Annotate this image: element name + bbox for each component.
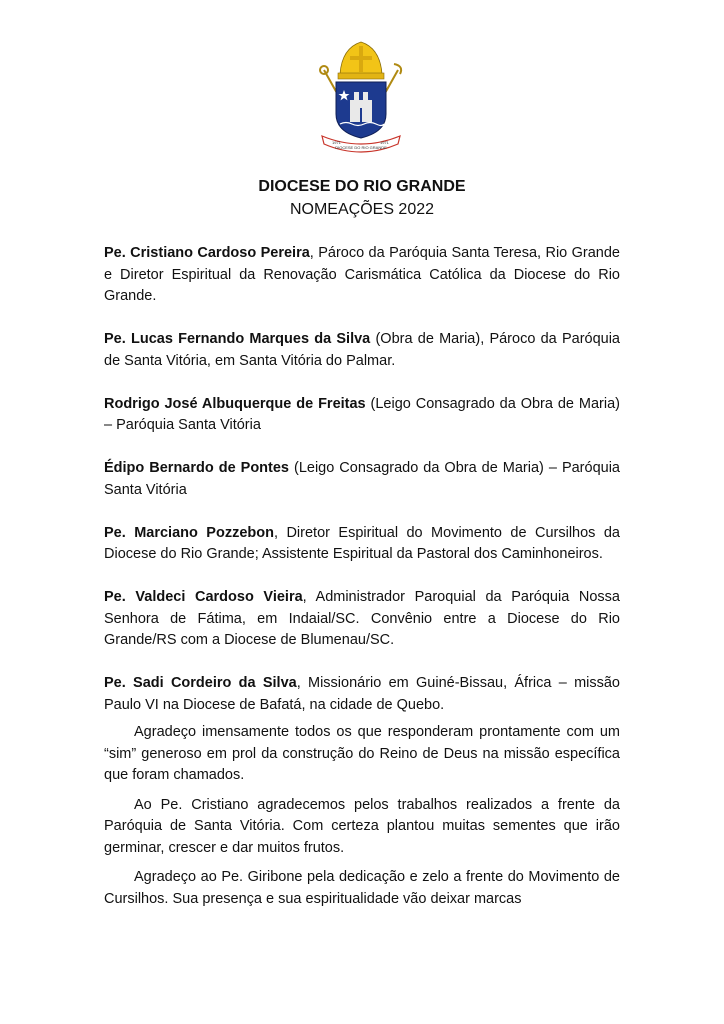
- appointment-entry: [104, 243, 620, 308]
- appointee-name: Pe. Lucas Fernando Marques da Silva: [104, 331, 371, 347]
- appointment-entry: [104, 673, 620, 716]
- appointment-text: (Leigo Consagrado da Obra de Maria) – Paróquia Santa Vitória: [104, 395, 620, 433]
- appointment-entry: [104, 587, 620, 652]
- appointment-entry: [104, 523, 620, 566]
- appointee-name: Pe. Cristiano Cardoso Pereira: [104, 245, 310, 261]
- seal-year-right: 1971: [380, 140, 389, 145]
- appointee-name: Rodrigo José Albuquerque de Freitas: [104, 395, 366, 412]
- document-body: [104, 243, 620, 918]
- appointment-text: (Obra de Maria), Pároco da Paróquia de Santa Vitória, em Santa Vitória do Palmar.: [104, 331, 621, 369]
- appointment-text: , Diretor Espiritual do Movimento de Cursilhos da Diocese do Rio Grande; Assistente Espiritual da Pastoral dos Caminhoneiros.: [104, 524, 620, 562]
- appointment-entry: [104, 329, 620, 372]
- seal-year-left: 1971: [332, 140, 341, 145]
- appointment-entry: [104, 394, 620, 437]
- document-subtitle: NOMEAÇÕES 2022: [289, 201, 435, 218]
- appointment-entry: [104, 458, 620, 501]
- appointment-text: , Administrador Paroquial da Paróquia Nossa Senhora de Fátima, em Indaial/SC. Convênio entre a Diocese do Rio Grande/RS com a Diocese de Blumenau/SC.: [104, 589, 620, 648]
- closing-paragraph: Agradeço ao Pe. Giribone pela dedicação e zelo a frente do Movimento de Cursilhos. Sua presença e sua espiritualidade vão deixar marcas: [104, 869, 620, 907]
- appointee-name: Pe. Marciano Pozzebon: [104, 524, 274, 541]
- appointment-text: , Missionário em Guiné-Bissau, África – missão Paulo VI na Diocese de Bafatá, na cidade de Quebo.: [104, 675, 620, 713]
- appointment-text: (Leigo Consagrado da Obra de Maria) – Paróquia Santa Vitória: [104, 460, 620, 498]
- appointee-name: Édipo Bernardo de Pontes: [104, 460, 289, 476]
- appointment-text: , Pároco da Paróquia Santa Teresa, Rio Grande e Diretor Espiritual da Renovação Carismática Católica da Diocese do Rio Grande.: [104, 245, 620, 304]
- closing-paragraph: Ao Pe. Cristiano agradecemos pelos trabalhos realizados a frente da Paróquia de Santa Vitória. Com certeza plantou muitas sementes que irão germinar, crescer e dar muitos frutos.: [104, 796, 620, 856]
- appointee-name: Pe. Valdeci Cardoso Vieira: [104, 589, 303, 605]
- seal-band-text: DIOCESE DO RIO GRANDE: [335, 145, 387, 150]
- appointee-name: Pe. Sadi Cordeiro da Silva: [104, 675, 297, 691]
- closing-paragraph: Agradeço imensamente todos os que responderam prontamente com um “sim” generoso em prol da construção do Reino de Deus na missão específica que foram chamados.: [104, 724, 620, 783]
- diocese-coat-of-arms-logo: [316, 40, 406, 158]
- document-title: DIOCESE DO RIO GRANDE: [258, 178, 466, 195]
